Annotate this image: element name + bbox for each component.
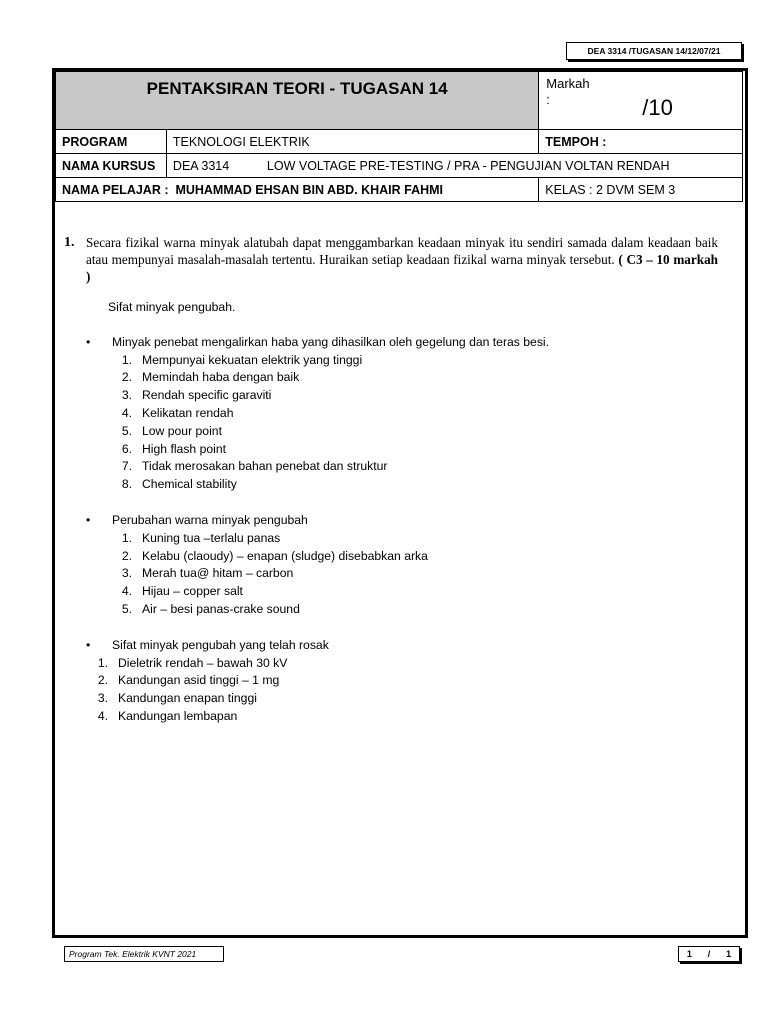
- list-item-number: 2.: [97, 673, 108, 688]
- footer-page-number: 1 / 1: [678, 946, 740, 962]
- list-item-text: Kelabu (claoudy) – enapan (sludge) disebabkan arka: [142, 548, 428, 563]
- list-item: [108, 458, 718, 476]
- list-item-number: 4.: [97, 708, 108, 723]
- list-item-number: 3.: [121, 566, 132, 581]
- page-title: PENTAKSIRAN TEORI - TUGASAN 14: [56, 72, 539, 130]
- program-value: TEKNOLOGI ELEKTRIK: [166, 130, 538, 154]
- answer-heading: Sifat minyak pengubah.: [108, 300, 236, 314]
- list-item: [84, 708, 718, 726]
- list-item: [84, 672, 718, 690]
- list-item-number: 4.: [121, 405, 132, 420]
- section-3: [64, 637, 718, 726]
- list-item-number: 3.: [121, 388, 132, 403]
- markah-cell: [539, 72, 743, 130]
- list-item-text: Chemical stability: [142, 477, 237, 492]
- list-item-number: 2.: [121, 370, 132, 385]
- list-item-number: 5.: [121, 601, 132, 616]
- section-2-title: Perubahan warna minyak pengubah: [112, 512, 308, 527]
- list-item: [84, 655, 718, 673]
- list-item-text: Kandungan lembapan: [118, 708, 238, 723]
- section-3-title: Sifat minyak pengubah yang telah rosak: [112, 637, 329, 652]
- list-item: [108, 387, 718, 405]
- list-item: [108, 405, 718, 423]
- list-item-text: Merah tua@ hitam – carbon: [142, 566, 294, 581]
- list-item: [108, 583, 718, 601]
- list-item: [108, 565, 718, 583]
- list-item-text: Air – besi panas-crake sound: [142, 601, 300, 616]
- bullet-icon: •: [86, 334, 91, 349]
- list-item-number: 8.: [121, 477, 132, 492]
- list-item-number: 2.: [121, 548, 132, 563]
- pelajar-label: NAMA PELAJAR :: [62, 182, 169, 197]
- kelas-value: KELAS : 2 DVM SEM 3: [539, 178, 743, 202]
- kursus-value: [166, 154, 742, 178]
- list-item: [108, 476, 718, 494]
- bullet-icon: •: [86, 637, 91, 652]
- list-item-text: Tidak merosakan bahan penebat dan struktur: [142, 459, 388, 474]
- question-marks: ( C3 – 10 markah ): [86, 252, 719, 284]
- list-item: [108, 369, 718, 387]
- markah-score: /10: [642, 95, 673, 120]
- list-item-text: Hijau – copper salt: [142, 584, 243, 599]
- section-1-title: Minyak penebat mengalirkan haba yang dihasilkan oleh gegelung dan teras besi.: [112, 334, 550, 349]
- list-item-text: Kandungan asid tinggi – 1 mg: [118, 673, 280, 688]
- document-code: DEA 3314 /TUGASAN 14/12/07/21: [566, 42, 742, 60]
- list-item-number: 7.: [121, 459, 132, 474]
- bullet-icon: •: [86, 512, 91, 527]
- list-item: [108, 441, 718, 459]
- kursus-code: DEA 3314: [172, 158, 230, 173]
- list-item-text: Low pour point: [142, 423, 222, 438]
- header-table: [55, 71, 743, 202]
- question-number: 1.: [64, 235, 75, 250]
- kursus-label: NAMA KURSUS: [56, 154, 167, 178]
- markah-label: Markah :: [546, 76, 590, 107]
- list-item-text: Kelikatan rendah: [142, 405, 234, 420]
- list-item-text: Mempunyai kekuatan elektrik yang tinggi: [142, 352, 363, 367]
- list-item: [108, 601, 718, 619]
- footer-program: Program Tek. Elektrik KVNT 2021: [64, 946, 224, 962]
- pelajar-value: MUHAMMAD EHSAN BIN ABD. KHAIR FAHMI: [175, 182, 444, 197]
- list-item-text: High flash point: [142, 441, 227, 456]
- kursus-name: LOW VOLTAGE PRE-TESTING / PRA - PENGUJIAN VOLTAN RENDAH: [266, 158, 670, 173]
- list-item: [84, 690, 718, 708]
- list-item: [108, 530, 718, 548]
- list-item-text: Memindah haba dengan baik: [142, 370, 300, 385]
- list-item-number: 1.: [121, 352, 132, 367]
- list-item-number: 1.: [97, 655, 108, 670]
- list-item-number: 4.: [121, 584, 132, 599]
- list-item-number: 3.: [97, 691, 108, 706]
- list-item-text: Kandungan enapan tinggi: [118, 691, 257, 706]
- question-text: Secara fizikal warna minyak alatubah dapat menggambarkan keadaan minyak itu sendiri samada dalam keadaan baik atau mempunyai masalah-masalah tertentu. Huraikan setiap keadaan fizikal warna minyak tersebut. ( C3 – 10 markah ): [86, 235, 719, 284]
- list-item: [108, 352, 718, 370]
- list-item-number: 5.: [121, 423, 132, 438]
- pelajar-row: [56, 178, 539, 202]
- program-label: PROGRAM: [56, 130, 167, 154]
- list-item: [108, 423, 718, 441]
- question: [64, 234, 718, 285]
- list-item-text: Kuning tua –terlalu panas: [142, 530, 281, 545]
- content: [64, 234, 718, 726]
- list-item-number: 1.: [121, 530, 132, 545]
- list-item-text: Dieletrik rendah – bawah 30 kV: [118, 655, 288, 670]
- section-3-list: [64, 655, 718, 726]
- list-item-number: 6.: [121, 441, 132, 456]
- tempoh-label: TEMPOH :: [539, 130, 743, 154]
- section-2-list: [64, 530, 718, 619]
- list-item: [108, 548, 718, 566]
- section-2: [64, 512, 718, 619]
- section-1-list: [64, 352, 718, 494]
- section-1: [64, 334, 718, 494]
- list-item-text: Rendah specific garaviti: [142, 388, 272, 403]
